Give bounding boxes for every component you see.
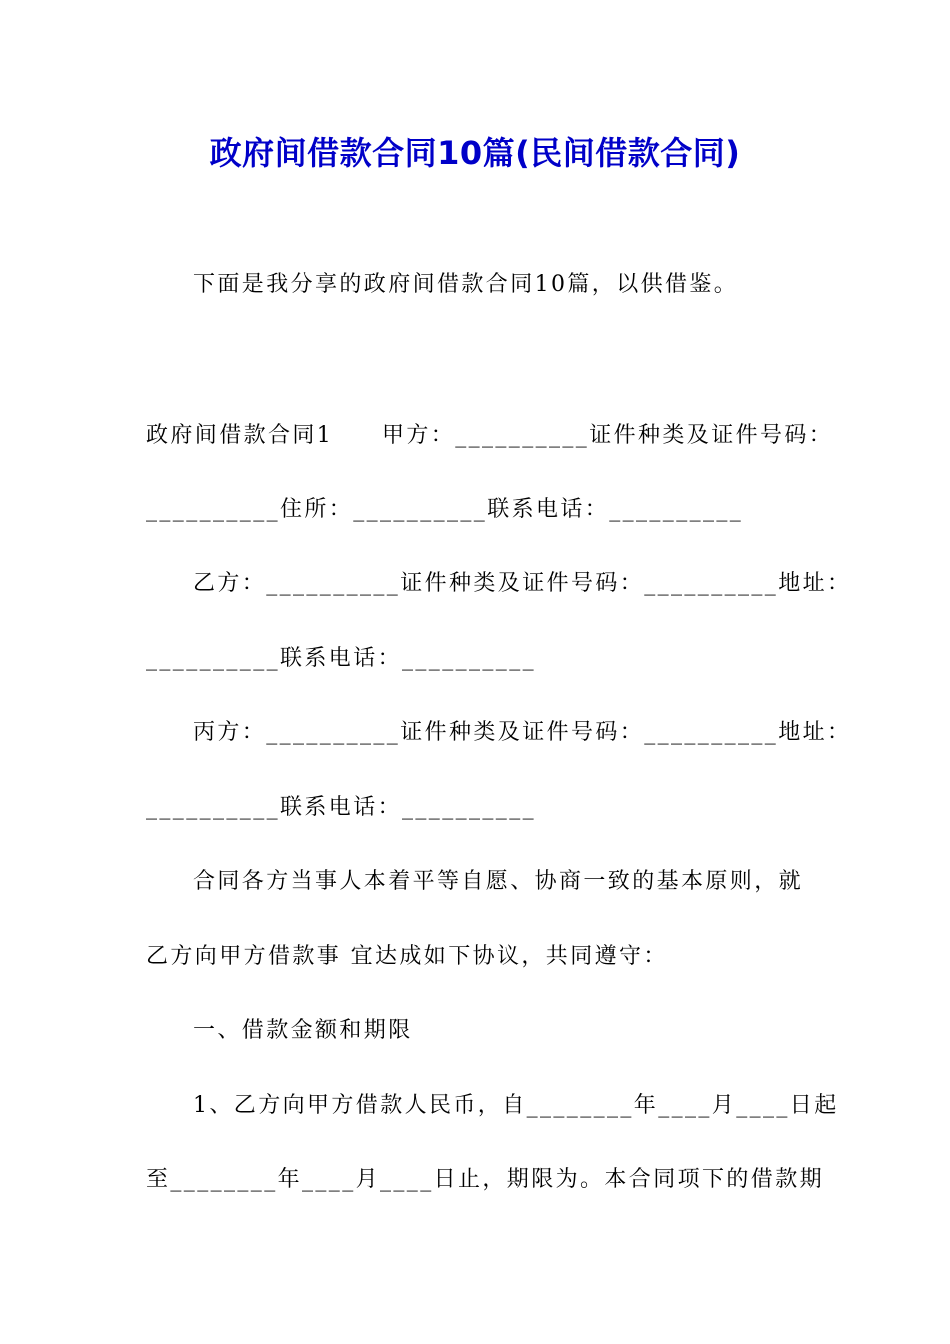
party-c-line: 丙方：__________证件种类及证件号码：__________地址： [193, 720, 852, 745]
section-heading-loan-amount: 一、借款金额和期限 [193, 1018, 413, 1043]
clause-1-line2: 至________年____月____日止，期限为。本合同项下的借款期 [146, 1167, 825, 1192]
party-b-line: 乙方：__________证件种类及证件号码：__________地址： [193, 571, 852, 596]
clause-1-line1: 1、乙方向甲方借款人民币，自________年____月____日起 [193, 1093, 839, 1118]
principle-paragraph-line2: 乙方向甲方借款事 宜达成如下协议，共同遵守： [146, 944, 668, 969]
party-a-details: __________住所：__________联系电话：__________ [146, 497, 744, 522]
document-title: 政府间借款合同10篇(民间借款合同) [209, 134, 741, 172]
contract-heading-party-a: 政府间借款合同1 甲方：__________证件种类及证件号码： [146, 423, 834, 448]
party-c-phone: __________联系电话：__________ [146, 795, 537, 820]
principle-paragraph-line1: 合同各方当事人本着平等自愿、协商一致的基本原则，就 [193, 869, 804, 894]
intro-paragraph: 下面是我分享的政府间借款合同10篇，以供借鉴。 [193, 272, 739, 297]
party-b-phone: __________联系电话：__________ [146, 646, 537, 671]
